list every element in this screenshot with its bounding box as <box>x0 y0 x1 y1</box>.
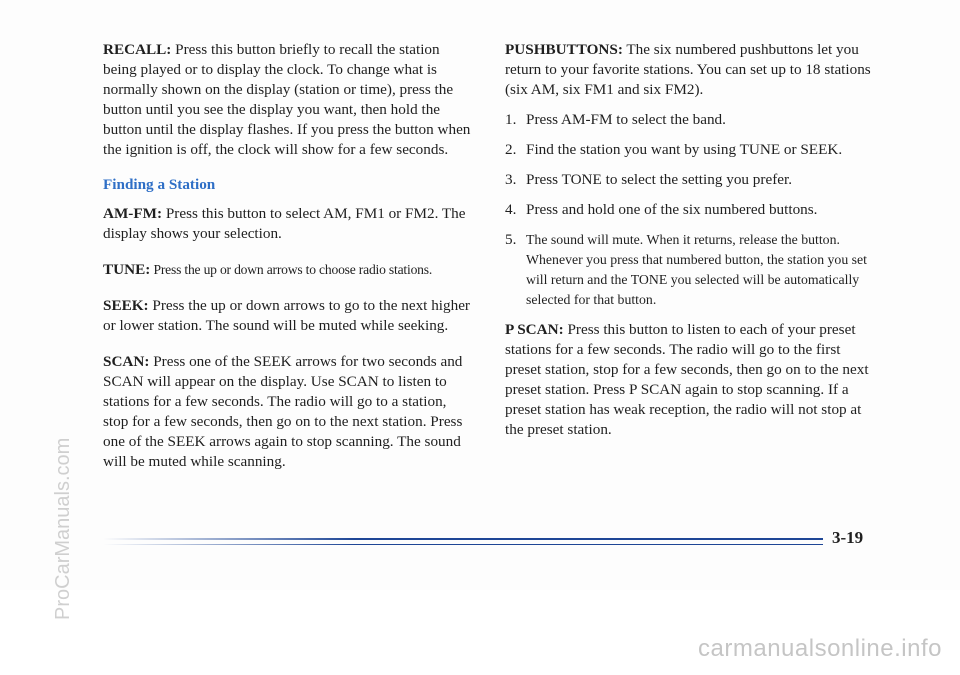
pushbuttons-paragraph <box>505 40 877 100</box>
amfm-term: AM-FM: <box>103 205 163 222</box>
list-item <box>505 170 877 190</box>
page-number: 3-19 <box>832 528 864 547</box>
preset-steps-list <box>505 110 877 310</box>
list-item <box>505 110 877 130</box>
amfm-text: Press this button to select AM, FM1 or FM2. The display shows your selection. <box>103 205 466 242</box>
list-item <box>505 200 877 220</box>
pscan-paragraph <box>505 320 877 440</box>
seek-paragraph <box>103 296 475 336</box>
pushbuttons-text: The six numbered pushbuttons let you return to your favorite stations. You can set up to 18 stations (six AM, six FM1 and six FM2). <box>505 41 871 98</box>
scan-text: Press one of the SEEK arrows for two seconds and SCAN will appear on the display. Use SCAN to listen to stations for a few seconds. The radio will go to a station, stop for a few seconds, then go on to the next station. Press one of the SEEK arrows again to stop scanning. The sound will be muted while scanning. <box>103 353 463 470</box>
step-number: 2. <box>505 141 517 158</box>
seek-term: SEEK: <box>103 297 149 314</box>
right-column <box>505 40 877 456</box>
step-text: The sound will mute. When it returns, release the button. Whenever you press that numbered button, the station you set will return and the TONE you selected will be automatically selected for that button. <box>526 232 868 307</box>
rule-line <box>103 538 823 540</box>
recall-paragraph <box>103 40 475 160</box>
list-item <box>505 230 877 310</box>
pscan-term: P SCAN: <box>505 321 564 338</box>
step-number: 4. <box>505 201 517 218</box>
left-column <box>103 40 475 488</box>
step-text: Press and hold one of the six numbered buttons. <box>526 201 818 218</box>
pushbuttons-term: PUSHBUTTONS: <box>505 41 623 58</box>
tune-paragraph <box>103 260 475 280</box>
step-number: 1. <box>505 111 517 128</box>
scan-term: SCAN: <box>103 353 150 370</box>
section-heading: Finding a Station <box>103 176 216 193</box>
step-number: 3. <box>505 171 517 188</box>
footer-watermark: carmanualsonline.info <box>698 635 942 662</box>
tune-text: Press the up or down arrows to choose radio stations. <box>150 262 433 277</box>
list-item <box>505 140 877 160</box>
amfm-paragraph <box>103 204 475 244</box>
footer-rule <box>103 534 823 552</box>
step-text: Find the station you want by using TUNE or SEEK. <box>526 141 843 158</box>
recall-text: Press this button briefly to recall the station being played or to display the clock. To change what is normally shown on the display (station or time), press the button until you see the display you want, then hold the button until the display flashes. If you press the button when the ignition is off, the clock will show for a few seconds. <box>103 41 471 158</box>
side-watermark: ProCarManuals.com <box>52 437 74 620</box>
step-text: Press TONE to select the setting you prefer. <box>526 171 793 188</box>
step-text: Press AM-FM to select the band. <box>526 111 726 128</box>
pscan-text: Press this button to listen to each of your preset stations for a few seconds. The radio will go to the first preset station, stop for a few seconds, then go on to the next preset station. Press P SCAN again to stop scanning. If a preset station has weak reception, the radio will not stop at the preset station. <box>505 321 869 438</box>
recall-term: RECALL: <box>103 41 172 58</box>
scan-paragraph <box>103 352 475 472</box>
rule-line <box>103 544 823 545</box>
tune-term: TUNE: <box>103 261 151 278</box>
seek-text: Press the up or down arrows to go to the next higher or lower station. The sound will be muted while seeking. <box>103 297 470 334</box>
step-number: 5. <box>505 231 517 248</box>
